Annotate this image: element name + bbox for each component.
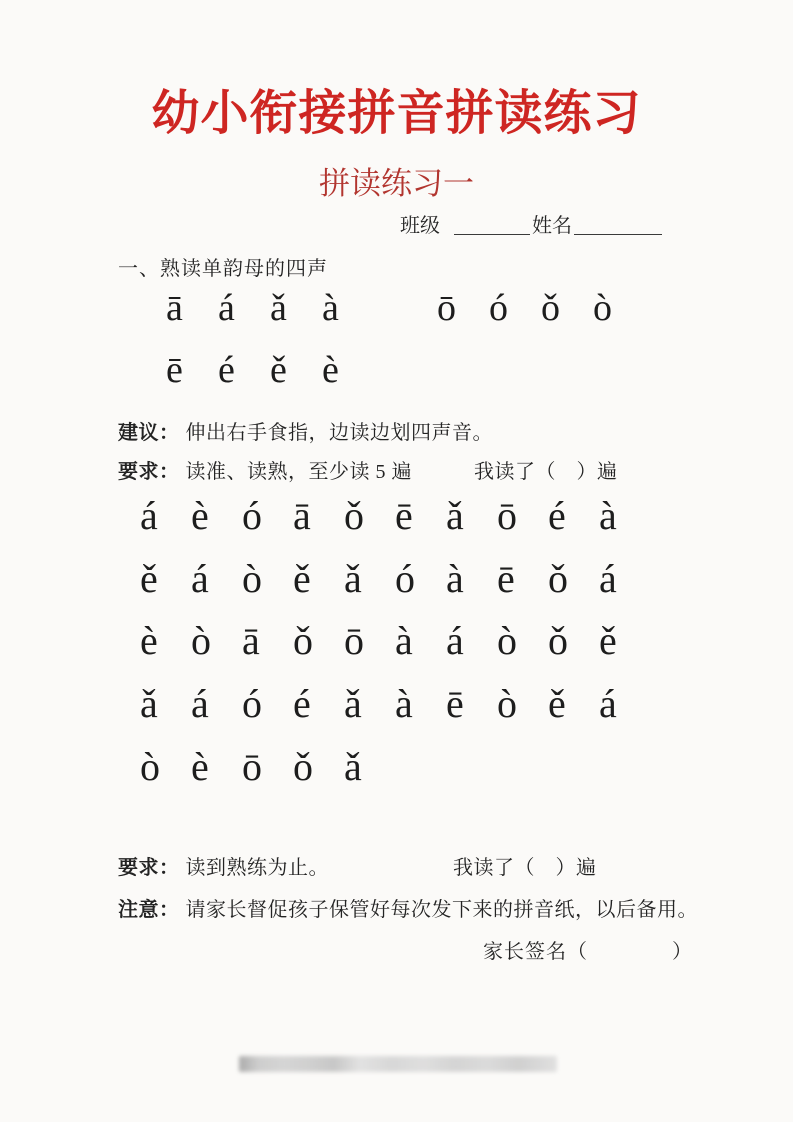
suggestion-text: 伸出右手食指，边读边划四声音。: [185, 422, 493, 444]
tone-group-o: [437, 286, 645, 332]
pinyin-letter: ě: [293, 556, 311, 601]
pinyin-letter: ò: [191, 618, 211, 663]
pinyin-letter: ǒ: [548, 556, 568, 601]
pinyin-letter: ě: [140, 556, 158, 601]
pinyin-letter: á: [599, 681, 617, 726]
pinyin-letter: á: [191, 556, 209, 601]
requirement2-label: 要求：: [118, 857, 180, 879]
suggestion-line: [118, 416, 493, 445]
pinyin-letter: ē: [497, 556, 515, 601]
requirement-line: [118, 455, 618, 484]
pinyin-letter: è: [191, 744, 209, 789]
requirement2-text: 读到熟练为止。: [185, 857, 329, 879]
pinyin-letter: ā: [242, 618, 260, 663]
pinyin-letter: ó: [242, 681, 262, 726]
pinyin-letter: ō: [242, 744, 262, 789]
tone-row-e: [166, 348, 374, 394]
practice-row: [140, 680, 650, 728]
pinyin-letter: ǒ: [344, 493, 364, 538]
pinyin-letter: ǎ: [270, 287, 287, 329]
name-blank-field: [574, 214, 662, 235]
pinyin-letter: ě: [599, 618, 617, 663]
pinyin-letter: ó: [242, 493, 262, 538]
pinyin-letter: á: [446, 618, 464, 663]
pinyin-letter: ò: [497, 618, 517, 663]
practice-row: [140, 617, 650, 665]
requirement2-line: [118, 851, 597, 880]
class-label: 班级: [400, 215, 440, 237]
pinyin-letter: ā: [293, 493, 311, 538]
pinyin-letter: á: [191, 681, 209, 726]
pinyin-letter: ǎ: [140, 681, 158, 726]
section1-heading: 一、熟读单韵母的四声: [118, 258, 328, 280]
pinyin-letter: è: [140, 618, 158, 663]
pinyin-letter: ě: [270, 349, 287, 391]
pinyin-letter: ē: [446, 681, 464, 726]
class-name-line: [400, 209, 662, 238]
notice-label: 注意：: [118, 899, 180, 921]
tone-group-a: [166, 286, 374, 332]
pinyin-letter: è: [191, 493, 209, 538]
pinyin-letter: à: [395, 618, 413, 663]
blurred-watermark: [239, 1056, 557, 1072]
pinyin-letter: á: [218, 287, 235, 329]
pinyin-letter: è: [322, 349, 339, 391]
pinyin-letter: ō: [437, 287, 456, 329]
page-title: 幼小衔接拼音拼读练习: [151, 87, 642, 140]
requirement-text: 读准、读熟，至少读 5 遍: [185, 461, 412, 483]
notice-line: [118, 893, 698, 922]
read-count2-text: 我读了（ ）遍: [453, 857, 597, 879]
pinyin-letter: ǒ: [293, 618, 313, 663]
practice-row: [140, 492, 650, 540]
name-label: 姓名: [532, 215, 572, 237]
pinyin-letter: à: [322, 287, 339, 329]
tone-group-e: [166, 348, 374, 394]
pinyin-letter: ǎ: [344, 556, 362, 601]
read-count-text: 我读了（ ）遍: [474, 461, 618, 483]
pinyin-letter: à: [395, 681, 413, 726]
practice-row: [140, 743, 395, 791]
tone-row-a-o: [166, 286, 645, 332]
pinyin-letter: ā: [166, 287, 183, 329]
pinyin-letter: ē: [166, 349, 183, 391]
parent-signature-line: 家长签名（ ）: [483, 941, 693, 963]
pinyin-letter: ǒ: [541, 287, 560, 329]
pinyin-letter: ó: [395, 556, 415, 601]
pinyin-letter: ǒ: [548, 618, 568, 663]
pinyin-letter: ò: [242, 556, 262, 601]
pinyin-letter: ē: [395, 493, 413, 538]
practice-row: [140, 555, 650, 603]
page-subtitle: 拼读练习一: [319, 166, 474, 201]
pinyin-letter: ǒ: [293, 744, 313, 789]
requirement-label: 要求：: [118, 461, 180, 483]
pinyin-letter: ō: [344, 618, 364, 663]
pinyin-letter: ǎ: [446, 493, 464, 538]
pinyin-letter: ǎ: [344, 744, 362, 789]
pinyin-letter: é: [548, 493, 566, 538]
pinyin-letter: ě: [548, 681, 566, 726]
pinyin-letter: à: [446, 556, 464, 601]
pinyin-letter: ò: [140, 744, 160, 789]
class-blank-field: [454, 214, 530, 235]
pinyin-letter: ò: [593, 287, 612, 329]
pinyin-letter: ò: [497, 681, 517, 726]
suggestion-label: 建议：: [118, 422, 180, 444]
pinyin-letter: á: [140, 493, 158, 538]
pinyin-letter: ō: [497, 493, 517, 538]
notice-text: 请家长督促孩子保管好每次发下来的拼音纸，以后备用。: [185, 899, 698, 921]
pinyin-letter: é: [293, 681, 311, 726]
pinyin-letter: à: [599, 493, 617, 538]
pinyin-letter: á: [599, 556, 617, 601]
pinyin-letter: ó: [489, 287, 508, 329]
pinyin-letter: é: [218, 349, 235, 391]
pinyin-letter: ǎ: [344, 681, 362, 726]
